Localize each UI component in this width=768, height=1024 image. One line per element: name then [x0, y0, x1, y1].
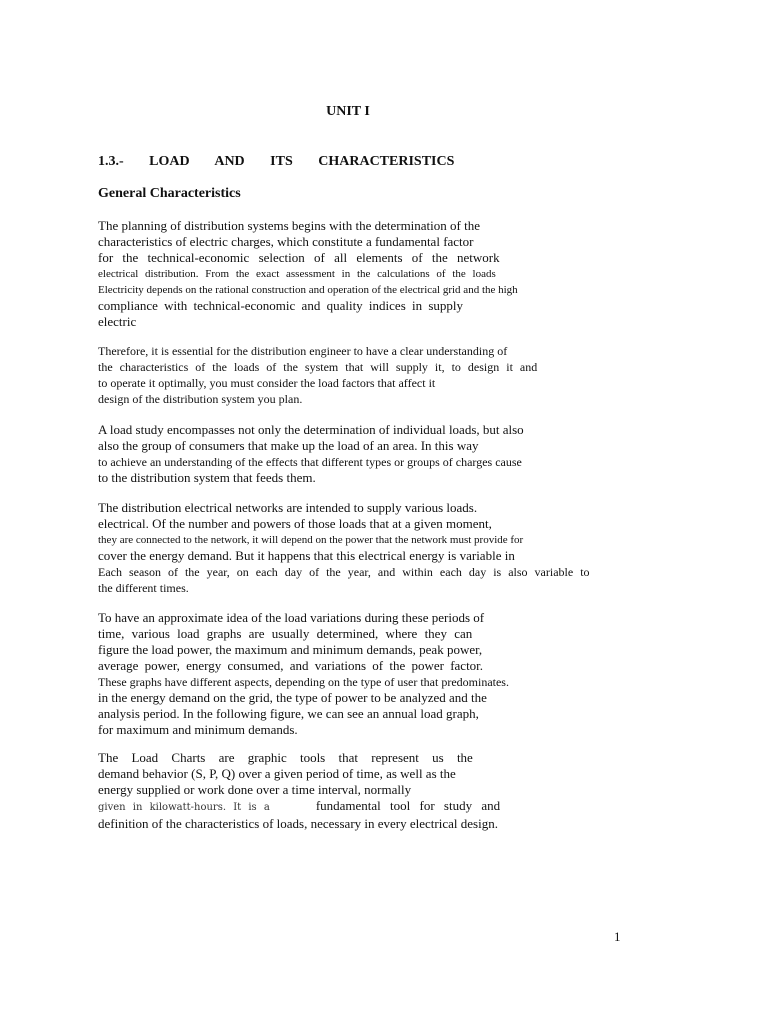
text-line: The distribution electrical networks are intended to supply various loads.	[98, 500, 478, 515]
text-line: they are connected to the network, it will depend on the power that the network must provide for	[98, 534, 524, 546]
text-line: to operate it optimally, you must consider the load factors that affect it	[98, 376, 436, 390]
text-line: to achieve an understanding of the effects that different types or groups of charges cause	[98, 455, 522, 469]
text-line: for maximum and minimum demands.	[98, 722, 298, 737]
text-line: definition of the characteristics of loads, necessary in every electrical design.	[98, 816, 498, 831]
text-line: in the energy demand on the grid, the type of power to be analyzed and the	[98, 690, 487, 705]
page-number: 1	[614, 929, 621, 944]
text-line: time, various load graphs are usually determined, where they can	[98, 626, 473, 641]
text-fragment: fundamental tool for study and	[315, 798, 501, 813]
text-line: The Load Charts are graphic tools that represent us the	[98, 750, 473, 765]
text-line: average power, energy consumed, and variations of the power factor.	[98, 658, 484, 673]
text-line: design of the distribution system you plan.	[98, 392, 303, 406]
text-line: Therefore, it is essential for the distribution engineer to have a clear understanding of	[98, 344, 508, 358]
text-line: figure the load power, the maximum and minimum demands, peak power,	[98, 642, 483, 657]
subsection-heading: General Characteristics	[98, 186, 241, 201]
text-line: the different times.	[98, 581, 189, 595]
text-line: for the technical-economic selection of all elements of the network	[98, 250, 500, 265]
text-line: electric	[98, 314, 137, 329]
text-line: cover the energy demand. But it happens that this electrical energy is variable in	[98, 548, 515, 563]
text-line: also the group of consumers that make up the load of an area. In this way	[98, 438, 479, 453]
text-line: To have an approximate idea of the load variations during these periods of	[98, 610, 485, 625]
text-line: demand behavior (S, P, Q) over a given period of time, as well as the	[98, 766, 456, 781]
unit-title: UNIT I	[326, 104, 370, 119]
text-line: energy supplied or work done over a time interval, normally	[98, 782, 412, 797]
paragraph-networks	[98, 500, 590, 596]
text-line: Electricity depends on the rational construction and operation of the electrical grid and the high	[98, 284, 518, 296]
text-line: A load study encompasses not only the determination of individual loads, but also	[98, 422, 524, 437]
section-heading: 1.3.- LOAD AND ITS CHARACTERISTICS	[98, 154, 455, 169]
text-line: electrical distribution. From the exact assessment in the calculations of the loads	[98, 268, 496, 280]
text-line: electrical. Of the number and powers of those loads that at a given moment,	[98, 516, 492, 531]
text-line: Each season of the year, on each day of the year, and within each day is also variable to	[98, 565, 590, 579]
text-line: compliance with technical-economic and quality indices in supply	[98, 298, 464, 313]
paragraph-load-study	[98, 422, 524, 486]
text-fragment: given in kilowatt-hours. It is a	[98, 802, 270, 813]
text-line: analysis period. In the following figure, we can see an annual load graph,	[98, 706, 479, 721]
text-line: The planning of distribution systems begins with the determination of the	[98, 218, 480, 233]
paragraph-planning	[98, 218, 518, 330]
text-line: These graphs have different aspects, depending on the type of user that predominates.	[98, 675, 509, 689]
text-line: to the distribution system that feeds them.	[98, 470, 316, 485]
paragraph-load-graphs	[98, 610, 509, 738]
text-line: characteristics of electric charges, which constitute a fundamental factor	[98, 234, 474, 249]
text-line	[98, 798, 500, 816]
paragraph-load-charts	[98, 750, 500, 832]
text-line: the characteristics of the loads of the system that will supply it, to design it and	[98, 360, 538, 374]
paragraph-engineer	[98, 343, 537, 407]
